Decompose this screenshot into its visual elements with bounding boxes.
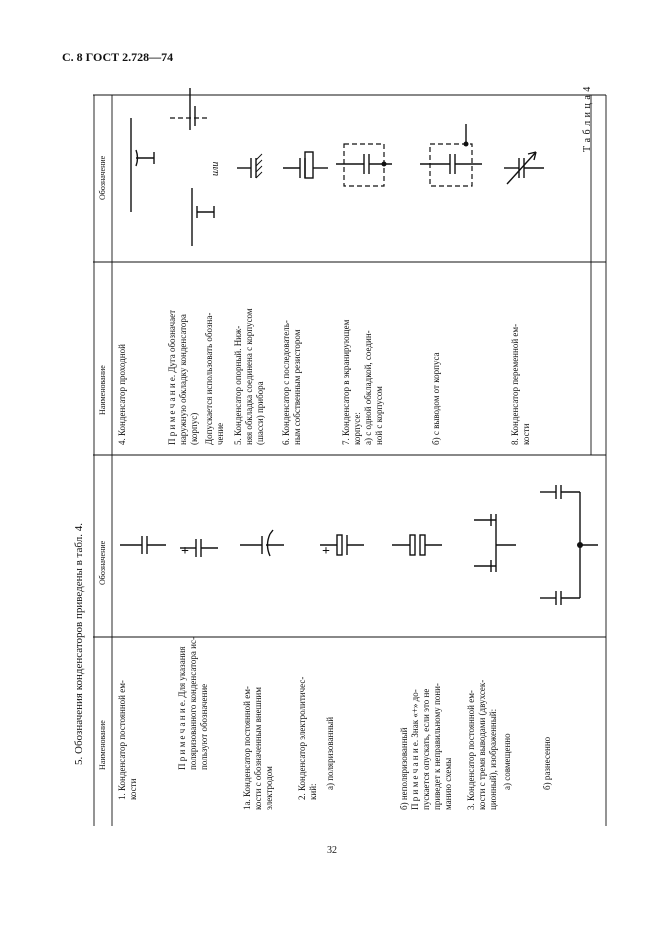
capacitor-external-electrode-icon: [240, 530, 284, 556]
left-row-1-note: П р и м е ч а н и е. Для указания поляризованного конденсатора ис- пользуют обозначение: [177, 637, 209, 770]
page-header: С. 8 ГОСТ 2.728—74: [62, 50, 174, 64]
page-number: 32: [327, 845, 337, 856]
right-row-7: 7. Конденсатор в экранирующем корпусе: а) с одной обкладкой, соедин- ной с корпусом: [341, 319, 384, 445]
left-row-3: 3. Конденсатор постоянной ем- кости с тремя выводами (двухсек- ционный), изображенный:: [466, 679, 498, 810]
capacitor-fixed-icon: [120, 536, 166, 554]
capacitor-feedthrough-icon: [131, 118, 154, 212]
capacitor-polarized-icon: [180, 539, 218, 557]
column-header-name-left: Наименование: [98, 720, 107, 770]
capacitor-dual-section-combined-icon: [474, 514, 516, 572]
capacitor-shielded-terminal-icon: [420, 124, 482, 186]
left-row-3b: б) разнесенно: [542, 736, 552, 790]
left-row-1a: 1а. Конденсатор постоянной ем- кости с обозначенным внешним электродом: [242, 686, 274, 810]
column-header-name-right: Наименование: [98, 365, 107, 415]
capacitor-electrolytic-polarized-icon: [320, 535, 364, 555]
left-row-2a: а) поляризованный: [325, 716, 335, 790]
capacitor-support-icon: [237, 154, 262, 178]
capacitor-series-resistor-icon: [283, 152, 328, 178]
right-row-8: 8. Конденсатор переменной ем- кости: [510, 323, 531, 445]
left-row-2: 2. Конденсатор электролитичес- кий:: [297, 676, 318, 800]
section-title: 5. Обозначения конденсаторов приведены в табл. 4.: [73, 523, 85, 765]
capacitor-feedthrough-alt-icon: [170, 88, 210, 130]
right-row-5: 5. Конденсатор опорный. Ниж- няя обкладка соединена с корпусом (шасси) прибора: [233, 308, 265, 445]
plus-sign-electrolytic: +: [322, 544, 330, 559]
left-row-3a: а) совмещенно: [502, 733, 512, 790]
plus-sign-polarized: +: [181, 544, 189, 559]
or-label: или: [210, 161, 221, 176]
right-row-4-alt: Допускается использовать обозна- чение: [204, 312, 225, 445]
capacitor-shielded-icon: [336, 144, 392, 186]
capacitor-variable-icon: [504, 152, 544, 184]
column-header-symbol-right: Обозначение: [98, 155, 107, 200]
right-row-7b: б) с выводом от корпуса: [431, 352, 441, 445]
left-row-2b: б) неполяризованный П р и м е ч а н и е. Знак «+» до- пускается опускать, если это не приведет к неправильному пони- манию схемы: [399, 683, 453, 810]
column-header-symbol-left: Обозначение: [98, 540, 107, 585]
left-row-1: 1. Конденсатор постоянной ем- кости: [117, 680, 138, 800]
capacitor-feedthrough-alt2-icon: [192, 188, 214, 246]
table-label: Т а б л и ц а 4: [582, 86, 593, 152]
right-row-4: 4. Конденсатор проходной: [117, 344, 127, 445]
capacitor-dual-section-separated-icon: [540, 485, 598, 605]
right-row-6: 6. Конденсатор с последователь- ным собственным резистором: [281, 320, 302, 445]
capacitor-electrolytic-nonpolarized-icon: [392, 535, 442, 555]
right-row-4-note: П р и м е ч а н и е. Дуга обозначает наружную обкладку конденсатора (корпус): [167, 309, 199, 445]
